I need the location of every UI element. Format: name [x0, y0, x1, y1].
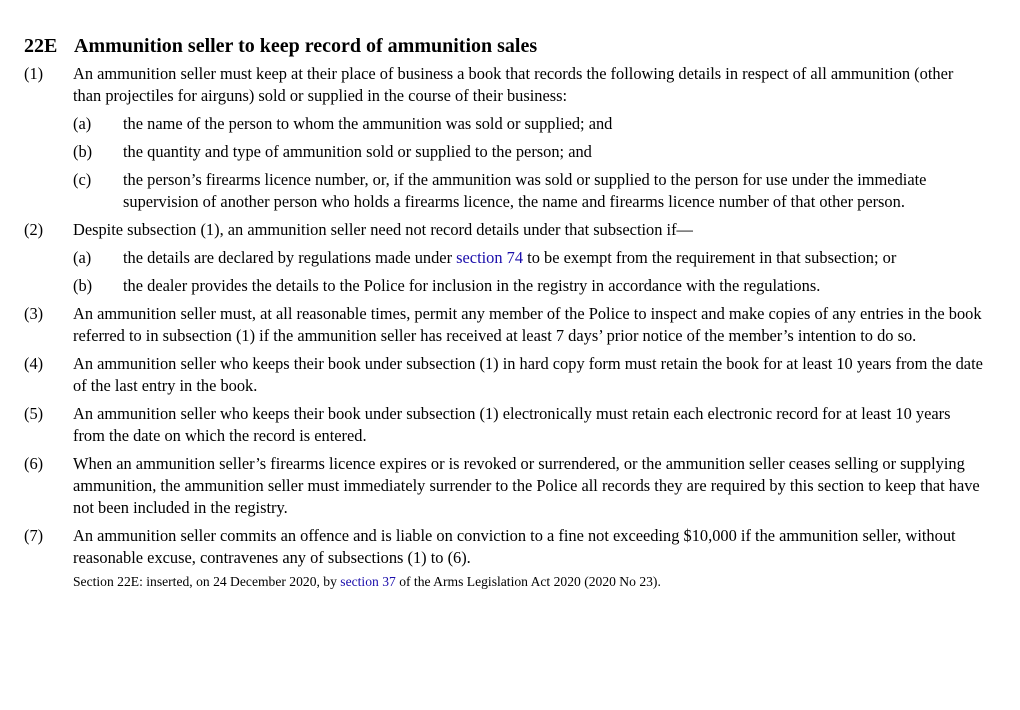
subsection-text: An ammunition seller commits an offence and is liable on conviction to a fine not exceeding $10,000 if the ammunition seller, without reasonable excuse, contravenes any of subsections (1) to (6).: [73, 526, 956, 567]
paragraph-label: (a): [73, 114, 92, 133]
subsection-number: (5): [24, 404, 44, 423]
subsection-4: [24, 353, 984, 397]
subsection-text: Despite subsection (1), an ammunition seller need not record details under that subsection if—: [73, 220, 693, 239]
paragraph-text-after: to be exempt from the requirement in that subsection; or: [523, 248, 897, 267]
paragraph-label: (c): [73, 170, 92, 189]
legislation-section: [24, 33, 984, 591]
paragraph-text: the person’s firearms licence number, or, if the ammunition was sold or supplied to the person for use under the immediate supervision of another person who holds a firearms licence, the name and firearms licence number of that other person.: [123, 170, 927, 211]
section-74-link[interactable]: section 74: [456, 248, 524, 267]
section-heading: [24, 33, 984, 59]
section-number: 22E: [24, 35, 58, 57]
subsection-2: [24, 219, 984, 297]
paragraph-1a: [73, 113, 984, 135]
section-title: Ammunition seller to keep record of ammunition sales: [74, 35, 538, 57]
paragraph-text: the name of the person to whom the ammunition was sold or supplied; and: [123, 114, 613, 133]
subsection-text: When an ammunition seller’s firearms licence expires or is revoked or surrendered, or the ammunition seller ceases selling or supplying ammunition, the ammunition seller must immediately surrender to the Police all records they are required by this section to keep that have not been included in the registry.: [73, 454, 980, 517]
subsection-number: (2): [24, 220, 44, 239]
paragraph-text: the quantity and type of ammunition sold or supplied to the person; and: [123, 142, 592, 161]
paragraph-text: the dealer provides the details to the Police for inclusion in the registry in accordance with the regulations.: [123, 276, 821, 295]
paragraph-2b: [73, 275, 984, 297]
section-37-link[interactable]: section 37: [340, 574, 396, 589]
subsection-3: [24, 303, 984, 347]
paragraph-text: [123, 247, 984, 269]
subsection-number: (7): [24, 526, 44, 545]
subsection-number: (6): [24, 454, 44, 473]
subsection-5: [24, 403, 984, 447]
history-text-before: Section 22E: inserted, on 24 December 2020, by: [73, 574, 341, 589]
paragraph-label: (b): [73, 276, 93, 295]
paragraph-2a: [73, 247, 984, 269]
subsection-7: [24, 525, 984, 569]
subsection-1: [24, 63, 984, 213]
subsection-number: (3): [24, 304, 44, 323]
paragraph-label: (a): [73, 248, 92, 267]
paragraph-1b: [73, 141, 984, 163]
subsection-text: An ammunition seller must, at all reasonable times, permit any member of the Police to inspect and make copies of any entries in the book referred to in subsection (1) if the ammunition seller has received at least 7 days’ prior notice of the member’s intention to do so.: [73, 304, 982, 345]
history-note: [73, 573, 984, 591]
paragraph-text-before: the details are declared by regulations made under: [123, 248, 457, 267]
history-text-after: of the Arms Legislation Act 2020 (2020 No 23).: [395, 574, 661, 589]
subsection-number: (4): [24, 354, 44, 373]
subsection-6: [24, 453, 984, 519]
subsection-text: An ammunition seller who keeps their book under subsection (1) in hard copy form must retain the book for at least 10 years from the date of the last entry in the book.: [73, 354, 983, 395]
subsection-number: (1): [24, 64, 44, 83]
paragraph-label: (b): [73, 142, 93, 161]
subsection-text: An ammunition seller who keeps their book under subsection (1) electronically must retain each electronic record for at least 10 years from the date on which the record is entered.: [73, 404, 951, 445]
paragraph-1c: [73, 169, 984, 213]
subsection-text: An ammunition seller must keep at their place of business a book that records the following details in respect of all ammunition (other than projectiles for airguns) sold or supplied in the course of their business:: [73, 64, 954, 105]
